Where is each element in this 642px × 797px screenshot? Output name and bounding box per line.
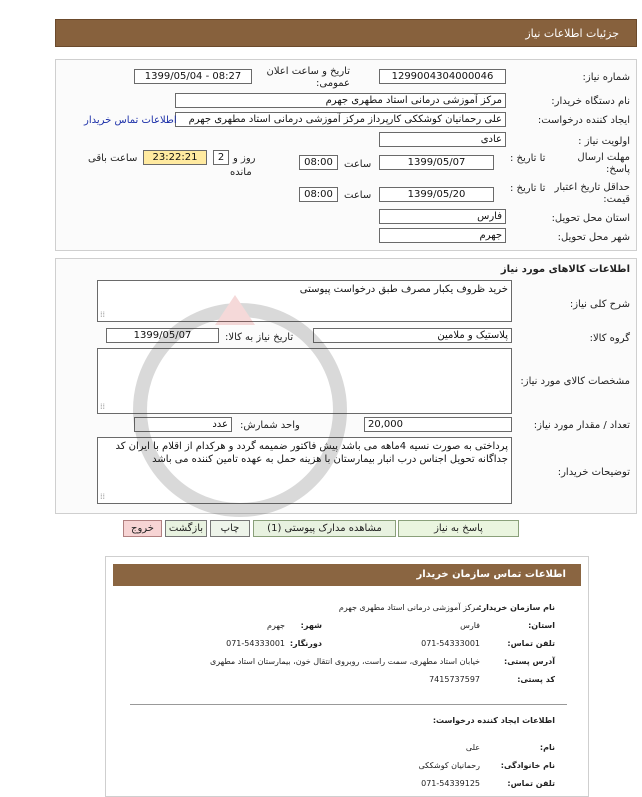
- validity-time-field: 08:00: [299, 187, 338, 202]
- buyer-notes-label: توضیحات خریدار:: [557, 467, 630, 478]
- goods-section-title: اطلاعات کالاهای مورد نیاز: [500, 264, 630, 275]
- specs-label: مشخصات کالای مورد نیاز:: [520, 376, 630, 387]
- quantity-label: تعداد / مقدار مورد نیاز:: [533, 420, 630, 431]
- summary-text: خرید ظروف یکبار مصرف طبق درخواست پیوستی: [299, 284, 508, 295]
- group-label: گروه کالا:: [589, 333, 630, 344]
- group-field: پلاستیک و ملامین: [313, 328, 512, 343]
- creator-phone-label: تلفن تماس:: [507, 779, 555, 788]
- creator-first-name-value: علی: [465, 743, 480, 752]
- need-number-label: شماره نیاز:: [582, 72, 630, 83]
- contact-panel-header: [113, 564, 581, 586]
- deadline-time-label: ساعت: [344, 159, 372, 170]
- validity-label: حداقل تاریخ اعتبار قیمت:: [554, 182, 630, 205]
- city-label: شهر محل تحویل:: [557, 232, 630, 243]
- creator-last-name-value: رحمانیان کوشککی: [418, 761, 480, 770]
- deadline-time-field: 08:00: [299, 155, 338, 170]
- deadline-label: مهلت ارسال پاسخ:: [577, 152, 630, 175]
- contact-panel-title: اطلاعات تماس سازمان خریدار: [416, 569, 566, 580]
- priority-label: اولویت نیاز :: [578, 136, 630, 147]
- buyer-org-label: نام دستگاه خریدار:: [551, 96, 630, 107]
- resize-handle-icon: ⁞⁞: [100, 310, 106, 319]
- validity-date-field: 1399/05/20: [379, 187, 494, 202]
- need-date-label: تاریخ نیاز به کالا:: [225, 332, 294, 343]
- page-title: جزئیات اطلاعات نیاز: [525, 27, 619, 40]
- panel-postal-label: کد پستی:: [517, 675, 555, 684]
- days-remaining-field: 2: [213, 150, 229, 165]
- remaining-label: ساعت باقی: [88, 153, 138, 164]
- panel-fax-label: دورنگار:: [289, 639, 322, 648]
- deadline-date-field: 1399/05/07: [379, 155, 494, 170]
- creator-phone-value: 071-54339125: [421, 779, 480, 788]
- reply-button[interactable]: پاسخ به نیاز: [398, 520, 519, 537]
- panel-province-label: استان:: [528, 621, 555, 630]
- province-label: استان محل تحویل:: [551, 213, 630, 224]
- panel-phone-label: تلفن تماس:: [507, 639, 555, 648]
- remaining-suffix-text: مانده: [230, 167, 252, 178]
- panel-address-value: خیابان استاد مطهری، سمت راست، روبروی انتقال خون، بیمارستان استاد مطهری: [209, 657, 480, 666]
- summary-field: [97, 280, 512, 322]
- buyer-org-field: مرکز آموزشی درمانی استاد مطهری جهرم: [175, 93, 506, 108]
- buyer-contact-link[interactable]: اطلاعات تماس خریدار: [84, 115, 177, 126]
- city-field: جهرم: [379, 228, 506, 243]
- creator-first-name-label: نام:: [539, 743, 555, 752]
- unit-label: واحد شمارش:: [240, 420, 300, 431]
- buyer-notes-text: پرداختی به صورت نسیه 4ماهه می باشد پیش فاکتور ضمیمه گردد و هرکدام از اقلام با ایران کد جداگانه تحویل اجناس درب انبار بیمارستان با هزینه حمل به عهده تامین کننده می باشد: [115, 441, 508, 465]
- creator-last-name-label: نام خانوادگی:: [500, 761, 555, 770]
- announce-label: تاریخ و ساعت اعلان عمومی:: [266, 66, 350, 89]
- exit-button[interactable]: خروج: [123, 520, 162, 537]
- panel-divider: [130, 704, 567, 705]
- page-header: [55, 19, 637, 47]
- unit-field: عدد: [134, 417, 232, 432]
- remaining-time-field: 23:22:21: [143, 150, 207, 165]
- summary-label: شرح کلی نیاز:: [569, 299, 630, 310]
- announce-field: 1399/05/04 - 08:27: [134, 69, 252, 84]
- print-button[interactable]: چاپ: [210, 520, 250, 537]
- resize-handle-icon: ⁞⁞: [100, 492, 106, 501]
- requester-field: علی رحمانیان کوشککی کارپرداز مرکز آموزشی درمانی استاد مطهری جهرم: [175, 112, 506, 127]
- need-date-field: 1399/05/07: [106, 328, 219, 343]
- panel-fax-value: 071-54333001: [226, 639, 285, 648]
- priority-field: عادی: [379, 132, 506, 147]
- validity-time-label: ساعت: [344, 190, 372, 201]
- panel-postal-value: 7415737597: [429, 675, 480, 684]
- specs-field: [97, 348, 512, 414]
- panel-phone-value: 071-54333001: [421, 639, 480, 648]
- back-button[interactable]: بازگشت: [165, 520, 207, 537]
- creator-title: اطلاعات ایجاد کننده درخواست:: [432, 716, 555, 725]
- deadline-until-label: تا تاریخ :: [510, 153, 546, 164]
- validity-until-label: تا تاریخ :: [510, 183, 546, 194]
- quantity-field: 20,000: [364, 417, 512, 432]
- requester-label: ایجاد کننده درخواست:: [537, 115, 630, 126]
- province-field: فارس: [379, 209, 506, 224]
- panel-city-value: جهرم: [267, 621, 285, 630]
- panel-province-value: فارس: [460, 621, 480, 630]
- org-name-label: نام سازمان خریدار:: [478, 603, 555, 612]
- days-label: روز و: [233, 153, 256, 164]
- view-docs-button[interactable]: مشاهده مدارک پیوستی (1): [253, 520, 396, 537]
- org-name-value: مرکز آموزشی درمانی استاد مطهری جهرم: [338, 603, 480, 612]
- panel-address-label: آدرس پستی:: [504, 657, 555, 666]
- need-number-field: 1299004304000046: [379, 69, 506, 84]
- resize-handle-icon: ⁞⁞: [100, 402, 106, 411]
- panel-city-label: شهر:: [300, 621, 322, 630]
- buyer-notes-field: [97, 437, 512, 504]
